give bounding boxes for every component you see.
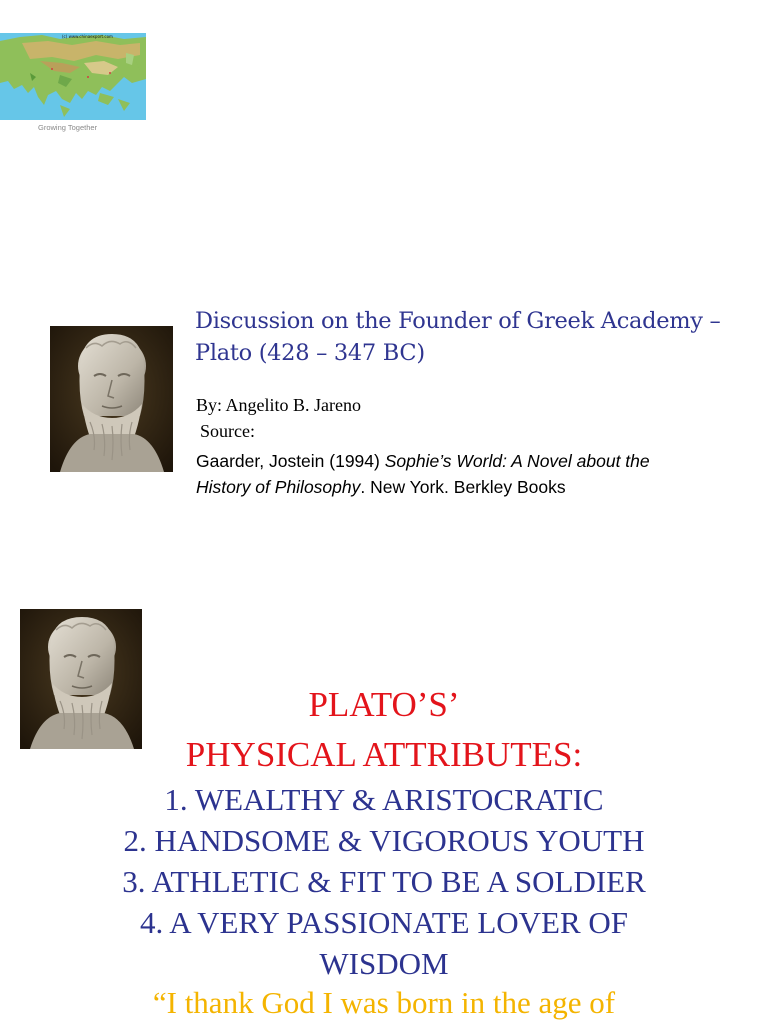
source-label: Source: bbox=[200, 421, 255, 441]
list-item: 3. ATHLETIC & FIT TO BE A SOLDIER bbox=[122, 864, 646, 899]
map-logo bbox=[0, 33, 146, 135]
list-item: 2. HANDSOME & VIGOROUS YOUTH bbox=[123, 823, 645, 858]
author-line: By: Angelito B. Jareno bbox=[196, 395, 361, 415]
citation-book-title-2: History of Philosophy bbox=[196, 477, 361, 497]
heading-platos: PLATO’S’ bbox=[308, 685, 460, 724]
citation-book-title-1: Sophie’s World: A Novel about the bbox=[384, 451, 650, 471]
slide-title bbox=[195, 305, 763, 369]
title-line-1: Discussion on the Founder of Greek Academy – bbox=[195, 308, 721, 334]
citation-line-2 bbox=[196, 474, 764, 500]
list-item: 1. WEALTHY & ARISTOCRATIC bbox=[164, 782, 604, 817]
logo-caption: Growing Together bbox=[38, 123, 98, 132]
plato-portrait-2 bbox=[20, 609, 142, 749]
asia-map-image bbox=[0, 33, 146, 120]
citation-line-1 bbox=[196, 448, 764, 474]
citation bbox=[196, 448, 764, 500]
plato-portrait-1 bbox=[50, 326, 173, 472]
heading-physical-attributes: PHYSICAL ATTRIBUTES: bbox=[185, 735, 583, 774]
citation-prefix: Gaarder, Jostein (1994) bbox=[196, 451, 385, 471]
logo-url-text: (c) www.chinaexport.com bbox=[62, 34, 113, 39]
citation-suffix: . New York. Berkley Books bbox=[360, 477, 566, 497]
attributes-list bbox=[0, 779, 768, 984]
title-line-2: Plato (428 – 347 BC) bbox=[195, 340, 425, 366]
list-item: WISDOM bbox=[319, 946, 449, 981]
list-item: 4. A VERY PASSIONATE LOVER OF bbox=[139, 905, 629, 940]
quote-text: “I thank God I was born in the age of bbox=[152, 985, 616, 1020]
